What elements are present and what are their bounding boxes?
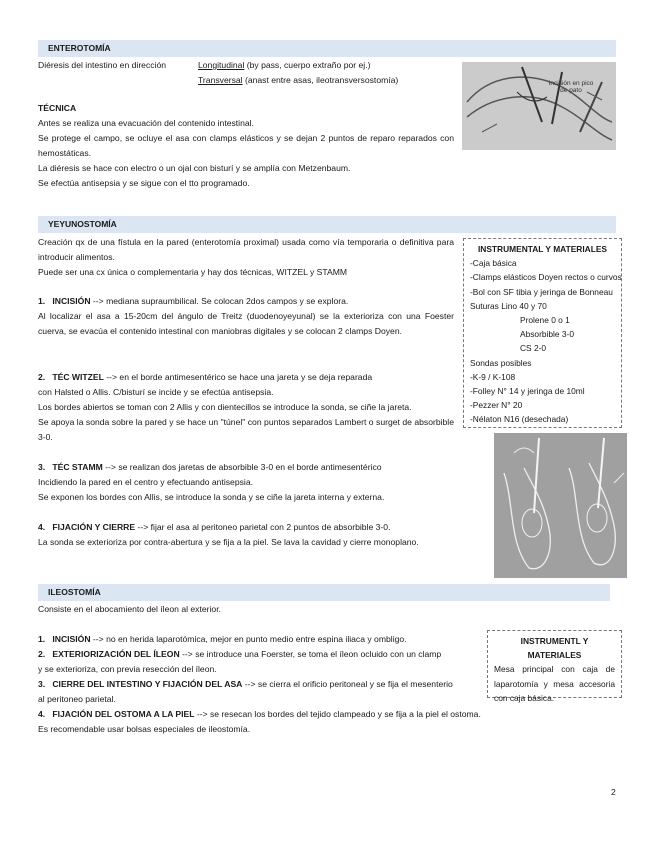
materials-box-title: INSTRUMENTAL Y MATERIALES [477, 244, 608, 254]
ileo-materials-box [487, 630, 622, 703]
step-number: 2. [38, 649, 46, 659]
materials-line: -Folley N° 14 y jeringa de 10ml [470, 386, 585, 397]
tecnica-line-1: Antes se realiza una evacuación del contenido intestinal. [38, 118, 254, 128]
ileo-box-title: INSTRUMENTL Y MATERIALES [520, 636, 589, 661]
ileostomia-closing: Es recomendable usar bolsas especiales de ileostomía. [38, 724, 251, 734]
materials-line: -Nélaton N16 (desechada) [470, 414, 569, 425]
yeyuno-step-2-heading [38, 370, 372, 385]
step-title: FIJACIÓN DEL OSTOMA A LA PIEL [52, 709, 195, 719]
step-number: 1. [38, 296, 46, 306]
materials-line: Prolene 0 o 1 [520, 315, 570, 326]
longitudinal-rest: (by pass, cuerpo extraño por ej.) [244, 60, 371, 70]
section-header-ileostomia: ILEOSTOMÍA [38, 584, 610, 601]
materials-line: -Pezzer N° 20 [470, 400, 523, 411]
materials-line: CS 2-0 [520, 343, 547, 354]
step-rest: --> no en herida laparotómica, mejor en punto medio entre espina iliaca y ombligo. [90, 634, 407, 644]
yeyuno-step-3-line-3: Se exponen los bordes con Allis, se introduce la sonda y se ciñe la jareta interna y externa. [38, 492, 385, 502]
step-number: 4. [38, 709, 46, 719]
step-rest: --> se cierra el orificio peritoneal y se fija el mesenterio [242, 679, 453, 689]
materials-line: Sondas posibles [470, 357, 532, 368]
materials-line: -Bol con SF tibia y jeringa de Bonneau [470, 286, 613, 297]
enterotomia-def-lead: Diéresis del intestino en dirección [38, 60, 167, 70]
enterotomia-longitudinal [198, 58, 370, 73]
materials-line: Absorbible 3-0 [520, 329, 575, 340]
yeyuno-step-4-heading [38, 520, 390, 535]
illustration-label: Incisión en pico de pato [548, 80, 594, 94]
step-title: TÉC WITZEL [52, 372, 104, 382]
tecnica-line-4: Se efectúa antisepsia y se sigue con el tto programado. [38, 178, 250, 188]
yeyuno-step-1-body: Al localizar el asa a 15-20cm del ángulo de Treitz (duodenoyeyunal) se la exterioriza con una Foester cuerva, se evacúa el contenido intestinal con maniobras digitales y se colocan 2 clamps Doyen. [38, 311, 454, 336]
step-rest: --> en el borde antimesentérico se hace una jareta y se deja reparada [103, 372, 373, 382]
ileo-step-1 [38, 632, 407, 647]
materials-line: -K-9 / K-108 [470, 371, 516, 382]
yeyuno-step-2-line-4: Se apoya la sonda sobre la pared y se hace un "túnel" con puntos separados Lambert o surget de absorbible 3-0. [38, 417, 454, 442]
yeyuno-step-1-heading [38, 294, 348, 309]
step-title: FIJACIÓN Y CIERRE [52, 522, 136, 532]
enterotomia-transversal [198, 73, 398, 88]
enterotomia-definition [38, 58, 166, 73]
yeyunostomia-intro: Creación qx de una fístula en la pared (enterotomía proximal) usada como vía temporaria o definitiva para introducir alimentos. [38, 237, 454, 262]
ileo-step-3 [38, 677, 453, 692]
step-title: EXTERIORIZACIÓN DEL ÍLEON [52, 649, 180, 659]
yeyuno-step-4-line-2: La sonda se exterioriza por contra-abertura y se fija a la piel. Se lava la cavidad y cierre monoplano. [38, 537, 419, 547]
longitudinal-keyword: Longitudinal [198, 60, 245, 70]
tecnica-line-2: Se protege el campo, se ocluye el asa con clamps elásticos y se dejan 2 puntos de reparo reparados con hemostáticas. [38, 133, 454, 158]
yeyuno-step-2-line-3: Los bordes abiertos se toman con 2 Allis y con dientecillos se introduce la sonda, se ciñe la jareta. [38, 402, 412, 412]
enterotomia-illustration [462, 62, 616, 150]
step-title: CIERRE DEL INTESTINO Y FIJACIÓN DEL ASA [52, 679, 243, 689]
ileostomia-intro: Consiste en el abocamiento del íleon al exterior. [38, 604, 221, 614]
page-number: 2 [611, 787, 616, 797]
step-rest: --> se introduce una Foerster, se toma el íleon ocluido con un clamp [179, 649, 442, 659]
yeyuno-step-2-line-2: con Halsted o Allis. C/bisturí se incide y se efectúa antisepsia. [38, 387, 274, 397]
materials-line: Suturas Lino 40 y 70 [470, 300, 547, 311]
materials-line: -Clamps elásticos Doyen rectos o curvos [470, 272, 622, 283]
step-rest: --> fijar el asa al peritoneo parietal con 2 puntos de absorbible 3-0. [135, 522, 391, 532]
tecnica-line-3: La diéresis se hace con electro o un ojal con bisturí y se amplía con Metzenbaum. [38, 163, 351, 173]
yeyuno-step-3-line-2: Incidiendo la pared en el centro y efectuando antisepsia. [38, 477, 253, 487]
suture-diagram-icon [494, 433, 627, 578]
yeyunostomia-illustration [494, 433, 627, 578]
section-header-yeyunostomia: YEYUNOSTOMÍA [38, 216, 616, 233]
step-number: 3. [38, 679, 46, 689]
step-rest: --> se resecan los bordes del tejido clampeado y se fija a la piel el ostoma. [194, 709, 481, 719]
step-rest: --> mediana supraumbilical. Se colocan 2dos campos y se explora. [90, 296, 349, 306]
ileo-step-4 [38, 707, 481, 722]
step-title: INCISIÓN [52, 634, 91, 644]
incision-diagram-icon [462, 62, 616, 150]
ileo-step-2-line-2: y se exterioriza, con previa resección del íleon. [38, 664, 217, 674]
step-title: INCISIÓN [52, 296, 91, 306]
step-number: 2. [38, 372, 46, 382]
step-number: 4. [38, 522, 46, 532]
tecnica-title: TÉCNICA [38, 103, 77, 113]
transversal-rest: (anast entre asas, ileotransversostomía) [242, 75, 399, 85]
ileo-step-3-line-2: al peritoneo parietal. [38, 694, 116, 704]
materials-line: -Caja básica [470, 258, 517, 269]
yeyunostomia-intro-2: Puede ser una cx única o complementaria y hay dos técnicas, WITZEL y STAMM [38, 267, 348, 277]
yeyuno-materials-box [463, 238, 622, 428]
ileo-box-body: Mesa principal con caja de laparotomía y mesa accesoria con caja básica. [494, 664, 615, 703]
step-title: TÉC STAMM [52, 462, 103, 472]
step-rest: --> se realizan dos jaretas de absorbible 3-0 en el borde antimesentérico [102, 462, 382, 472]
step-number: 3. [38, 462, 46, 472]
section-header-enterotomia: ENTEROTOMÍA [38, 40, 616, 57]
yeyuno-step-3-heading [38, 460, 382, 475]
step-number: 1. [38, 634, 46, 644]
transversal-keyword: Transversal [198, 75, 243, 85]
ileo-step-2 [38, 647, 441, 662]
